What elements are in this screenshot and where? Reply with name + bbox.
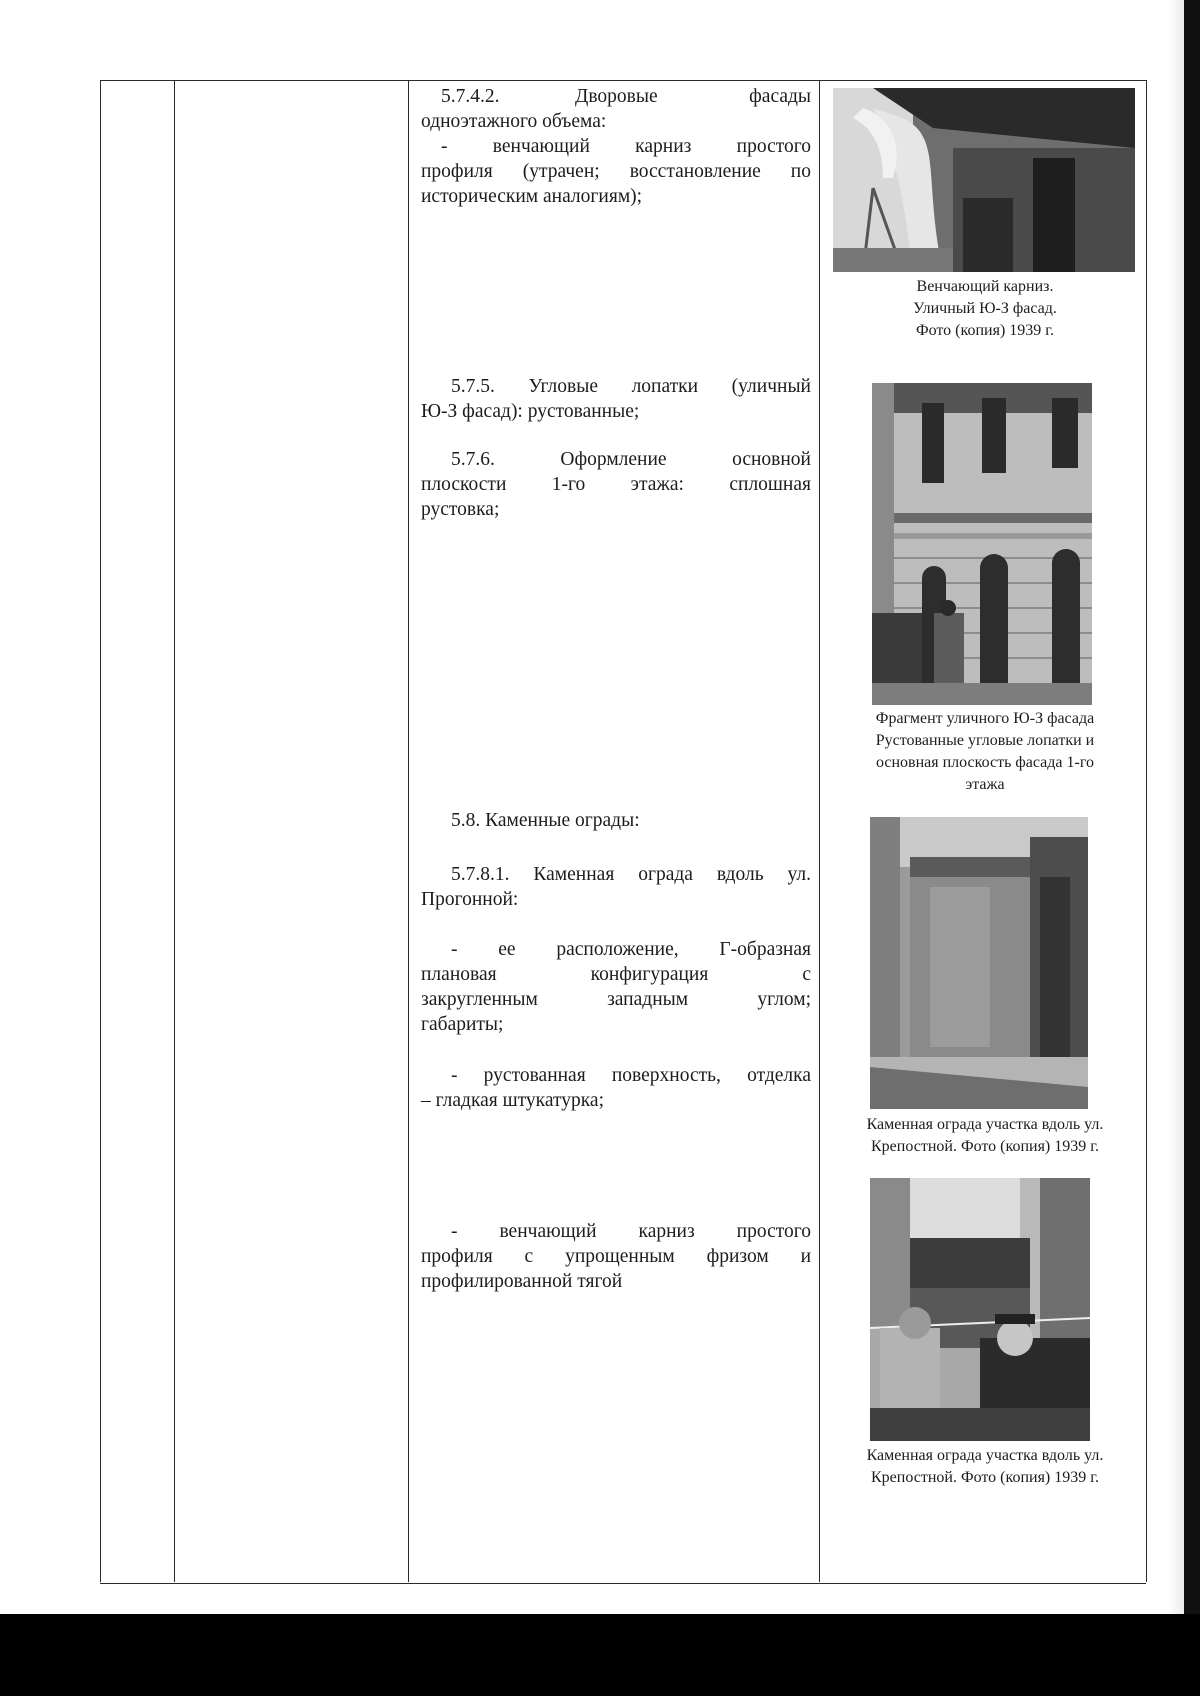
text-line: профилированной тягой bbox=[421, 1271, 623, 1292]
text-line: - рустованная поверхность, отделка bbox=[451, 1065, 811, 1086]
scan-shade bbox=[1168, 0, 1184, 1614]
text-line: - венчающий карниз простого bbox=[441, 136, 811, 157]
text-line: Прогонной: bbox=[421, 889, 519, 910]
caption-line: Рустованные угловые лопатки и bbox=[875, 732, 1095, 749]
section-word: Дворовые bbox=[575, 86, 658, 107]
text-line: закругленным западным углом; bbox=[421, 989, 811, 1010]
caption-line: Венчающий карниз. bbox=[916, 278, 1054, 295]
photo-facade-fragment bbox=[872, 383, 1092, 705]
caption-line: Крепостной. Фото (копия) 1939 г. bbox=[870, 1469, 1100, 1486]
scan-bottom-band bbox=[0, 1614, 1200, 1696]
text-line: историческим аналогиям); bbox=[421, 186, 643, 207]
section-heading: 5.8. Каменные ограды: bbox=[451, 810, 640, 831]
text-line: одноэтажного объема: bbox=[421, 111, 607, 132]
text-line: - венчающий карниз простого bbox=[451, 1221, 811, 1242]
caption-photo-2 bbox=[835, 708, 1135, 796]
caption-line: Каменная ограда участка вдоль ул. bbox=[866, 1116, 1104, 1133]
text-line: Ю-З фасад): рустованные; bbox=[421, 401, 640, 422]
caption-line: Крепостной. Фото (копия) 1939 г. bbox=[870, 1138, 1100, 1155]
table-line-4 bbox=[819, 80, 820, 1582]
text-line: 5.7.5. Угловые лопатки (уличный bbox=[451, 376, 811, 397]
table-line-2 bbox=[174, 80, 175, 1582]
text-line: – гладкая штукатурка; bbox=[421, 1090, 604, 1111]
text-line: габариты; bbox=[421, 1014, 504, 1035]
text-line: 5.7.8.1. Каменная ограда вдоль ул. bbox=[451, 864, 811, 885]
section-5-7-4-2 bbox=[421, 84, 811, 209]
scan-edge bbox=[1184, 0, 1200, 1614]
caption-line: основная плоскость фасада 1-го bbox=[875, 754, 1095, 771]
caption-line: Каменная ограда участка вдоль ул. bbox=[866, 1447, 1104, 1464]
section-5-7-8-1 bbox=[421, 862, 811, 912]
section-list-cornice bbox=[421, 1219, 811, 1294]
text-line: профиля с упрощенным фризом и bbox=[421, 1246, 811, 1267]
photo-stone-fence bbox=[870, 817, 1088, 1109]
caption-line: Фрагмент уличного Ю-З фасада bbox=[875, 710, 1095, 727]
text-line: плоскости 1-го этажа: сплошная bbox=[421, 474, 811, 495]
section-5-7-5 bbox=[421, 374, 811, 424]
section-word: фасады bbox=[749, 86, 812, 107]
text-line: рустовка; bbox=[421, 499, 500, 520]
caption-photo-3 bbox=[823, 1114, 1147, 1158]
section-number: 5.7.4.2. bbox=[441, 86, 500, 107]
caption-photo-1 bbox=[835, 276, 1135, 342]
caption-line: этажа bbox=[965, 776, 1005, 793]
caption-line: Уличный Ю-З фасад. bbox=[913, 300, 1057, 317]
caption-photo-4 bbox=[823, 1445, 1147, 1489]
photo-fence-with-people bbox=[870, 1178, 1090, 1441]
section-5-7-6 bbox=[421, 447, 811, 522]
text-line: 5.7.6. Оформление основной bbox=[451, 449, 811, 470]
text-line: - ее расположение, Г-образная bbox=[451, 939, 811, 960]
section-5-8 bbox=[421, 808, 811, 833]
table-line-1 bbox=[100, 80, 101, 1582]
photo-cornice bbox=[833, 88, 1135, 272]
caption-line: Фото (копия) 1939 г. bbox=[915, 322, 1055, 339]
text-line: профиля (утрачен; восстановление по bbox=[421, 161, 811, 182]
table-line-3 bbox=[408, 80, 409, 1582]
table-line-5 bbox=[1146, 80, 1147, 1582]
section-list-location bbox=[421, 937, 811, 1037]
section-list-surface bbox=[421, 1063, 811, 1113]
text-line: плановая конфигурация с bbox=[421, 964, 811, 985]
